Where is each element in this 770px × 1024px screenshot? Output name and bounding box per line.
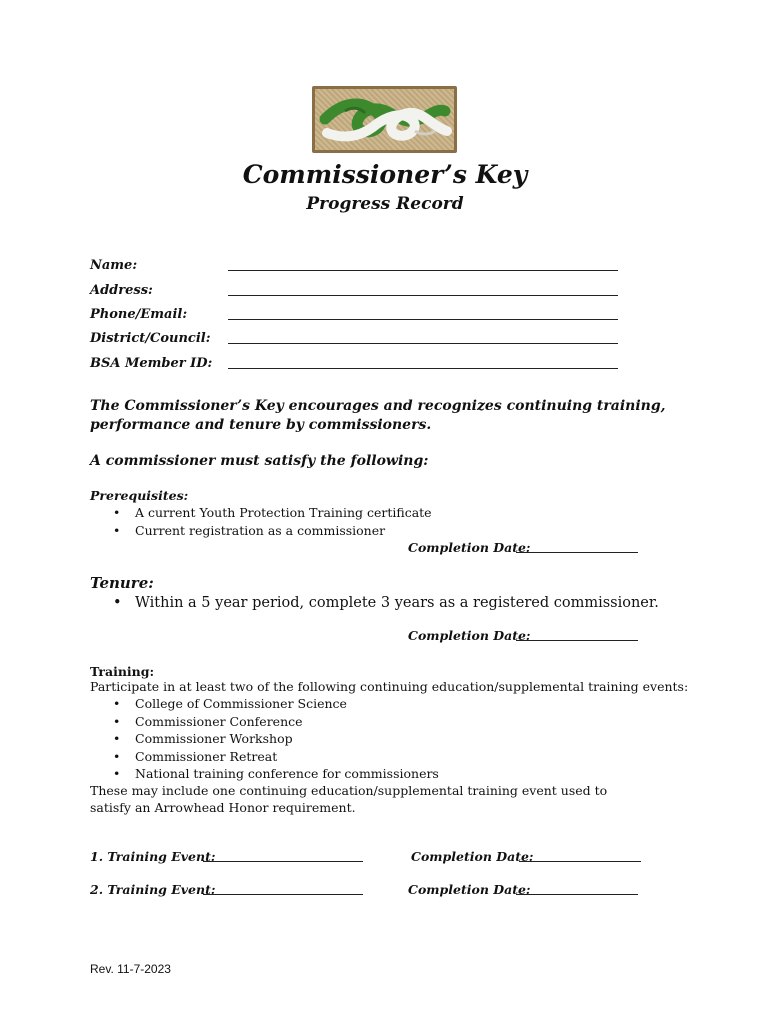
- training-heading: Training:: [90, 664, 155, 679]
- address-label: Address:: [90, 283, 153, 298]
- tenure-completion-date-field[interactable]: [516, 628, 638, 641]
- list-item: • Commissioner Retreat: [90, 748, 439, 766]
- tenure-list: [90, 594, 659, 613]
- page-subtitle: Progress Record: [306, 194, 464, 214]
- member-id-field[interactable]: [228, 356, 618, 369]
- training-event-2-label: 2. Training Event:: [90, 882, 216, 897]
- training-event-2-field[interactable]: [203, 882, 363, 895]
- training-event-1-completion-label: Completion Date:: [411, 849, 534, 864]
- training-events-list: [90, 695, 439, 783]
- list-item: • College of Commissioner Science: [90, 695, 439, 713]
- name-field[interactable]: [228, 258, 618, 271]
- training-event-2-completion-label: Completion Date:: [408, 882, 531, 897]
- page-title: Commissioner’s Key: [242, 160, 528, 189]
- revision-text: Rev. 11-7-2023: [90, 962, 171, 976]
- training-intro: Participate in at least two of the following continuing education/supplemental training events:: [90, 679, 689, 694]
- training-event-1-completion-date-field[interactable]: [519, 849, 641, 862]
- intro-text: The Commissioner’s Key encourages and recognizes continuing training, performance and tenure by commissioners.: [90, 398, 666, 433]
- phone-email-label: Phone/Email:: [90, 307, 188, 322]
- requirement-heading: A commissioner must satisfy the following:: [90, 453, 429, 469]
- member-id-label: BSA Member ID:: [90, 356, 213, 371]
- address-field[interactable]: [228, 283, 618, 296]
- tenure-heading: Tenure:: [90, 574, 154, 592]
- training-event-1-label: 1. Training Event:: [90, 849, 216, 864]
- prerequisites-list: [90, 504, 432, 539]
- prerequisites-heading: Prerequisites:: [90, 488, 189, 503]
- training-event-1-field[interactable]: [203, 849, 363, 862]
- square-knot-icon: [315, 89, 454, 150]
- training-event-2-completion-date-field[interactable]: [516, 882, 638, 895]
- name-label: Name:: [90, 258, 138, 273]
- district-council-field[interactable]: [228, 331, 618, 344]
- list-item: • Commissioner Workshop: [90, 730, 439, 748]
- prerequisites-completion-label: Completion Date:: [408, 540, 531, 555]
- list-item: • Within a 5 year period, complete 3 years as a registered commissioner.: [90, 594, 659, 613]
- commissioner-key-patch-image: [312, 86, 457, 153]
- list-item: • A current Youth Protection Training certificate: [90, 504, 432, 522]
- tenure-completion-label: Completion Date:: [408, 628, 531, 643]
- list-item: • Commissioner Conference: [90, 713, 439, 731]
- list-item: • National training conference for commissioners: [90, 765, 439, 783]
- district-council-label: District/Council:: [90, 331, 211, 346]
- phone-email-field[interactable]: [228, 307, 618, 320]
- prerequisites-completion-date-field[interactable]: [516, 540, 638, 553]
- training-note: These may include one continuing education/supplemental training event used to satisfy an Arrowhead Honor requirement.: [90, 783, 608, 815]
- list-item: • Current registration as a commissioner: [90, 522, 432, 540]
